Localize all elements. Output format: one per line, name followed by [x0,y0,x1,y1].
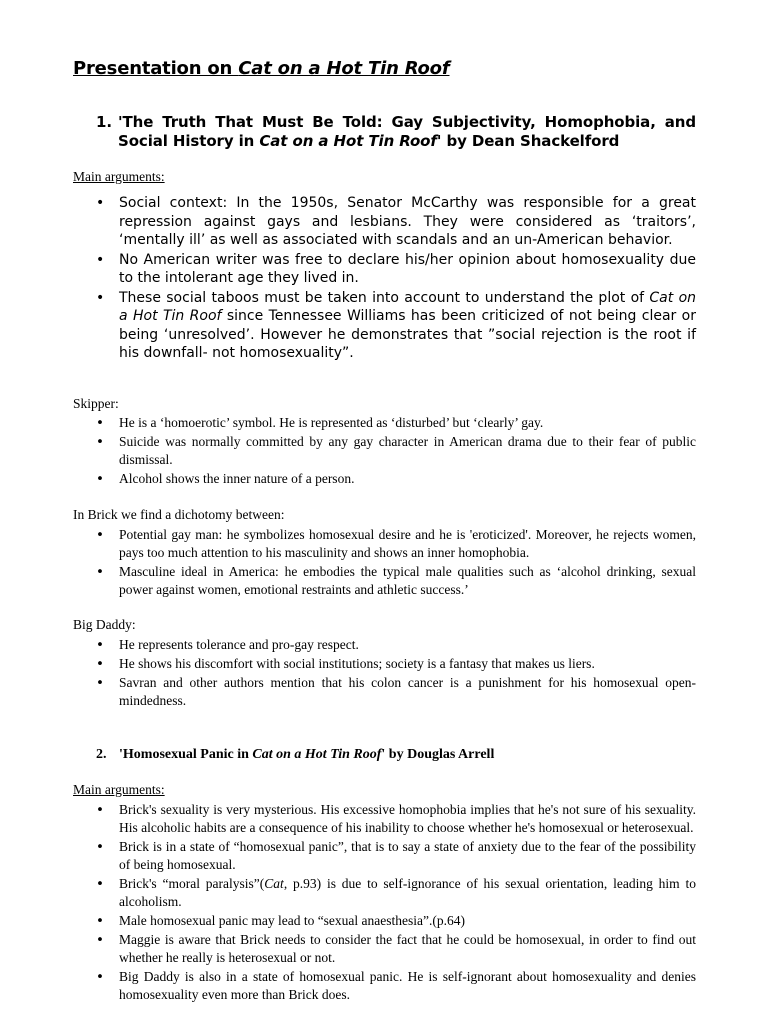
list-item-text: These social taboos must be taken into account to understand the plot of [119,289,650,306]
list-item-text: Masculine ideal in America: he embodies the typical male qualities such as ‘alcohol drinking, sexual power against women, emotional restraints and athletic success.’ [119,564,696,597]
section1-heading-work: Cat on a Hot Tin Roof [259,132,437,150]
bullet: • [96,913,104,929]
section1-main-label: Main arguments: [73,169,165,184]
list-item [96,931,696,967]
bullet: • [96,564,104,580]
list-item [96,801,696,837]
title-prefix: Presentation on [73,58,239,79]
title-work: Cat on a Hot Tin Roof [238,58,450,79]
bullet: • [96,251,105,268]
list-item-text: Brick's sexuality is very mysterious. His excessive homophobia implies that he's not sure of his sexuality. His alcoholic habits are a consequence of his inability to choose whether he's homosexual or heterosexual. [119,802,696,835]
list-item-text: since Tennessee Williams has been criticized of not being clear or being ‘unresolved’. However he demonstrates that ”social rejection is the root if his downfall- not homosexuality”. [119,308,696,361]
section1-heading-part-a: 'The Truth That Must Be Told: Gay Subjectivity, Homophobia, and Social History in [118,113,696,150]
bullet: • [96,802,104,818]
list-item [96,414,696,432]
bullet: • [96,969,104,985]
brick-list [96,526,696,600]
list-item-text: Brick's “moral paralysis”( [119,876,265,891]
bullet: • [96,675,104,691]
bullet: • [96,637,104,653]
bullet: • [96,415,104,431]
section2-heading [96,747,494,763]
list-item [96,968,696,1004]
list-item-text: He represents tolerance and pro-gay respect. [119,637,359,652]
bullet: • [96,434,104,450]
list-item-text: He is a ‘homoerotic’ symbol. He is represented as ‘disturbed’ but ‘clearly’ gay. [119,415,544,430]
list-item [96,563,696,599]
list-item-text: Savran and other authors mention that his colon cancer is a punishment for his homosexual open-mindedness. [119,675,696,708]
list-item-text: Alcohol shows the inner nature of a person. [119,471,355,486]
page-title [73,58,449,79]
list-item [96,194,696,250]
section1-main-list [96,194,696,364]
section2-main-list [96,801,696,1005]
bigdaddy-list [96,636,696,711]
list-item [96,433,696,469]
list-item-text: Big Daddy is also in a state of homosexual panic. He is self-ignorant about homosexuality and denies homosexuality even more than Brick does. [119,969,696,1002]
list-item [96,838,696,874]
bullet: • [96,527,104,543]
section2-heading-part-a: 'Homosexual Panic in [119,747,253,762]
list-item-text: Social context: In the 1950s, Senator McCarthy was responsible for a great repression against gays and lesbians. They were considered as ‘traitors’, ‘mentally ill’ as well as associated with scandals and an un-American behavior. [119,195,696,248]
list-item [96,526,696,562]
bullet: • [96,289,105,306]
section1-heading-part-b: ' by Dean Shackelford [436,132,620,150]
list-item [96,470,696,488]
list-item-text: No American writer was free to declare his/her opinion about homosexuality due to the intolerant age they lived in. [119,251,696,286]
section2-heading-work: Cat on a Hot Tin Roof [252,747,382,762]
list-item [96,636,696,654]
list-item-text: Male homosexual panic may lead to “sexual anaesthesia”.(p.64) [119,913,465,928]
section2-number: 2. [96,747,107,762]
bullet: • [96,195,105,211]
bullet: • [96,932,104,948]
list-item [96,655,696,673]
list-item-text: He shows his discomfort with social institutions; society is a fantasy that makes us liers. [119,656,595,671]
skipper-list [96,414,696,489]
list-item [96,912,696,930]
bullet: • [96,471,104,487]
list-item-text: , p.93) is due to self-ignorance of his sexual orientation, leading him to alcoholism. [119,876,696,909]
section1-number: 1. [96,113,112,131]
bullet: • [96,839,104,855]
skipper-label: Skipper: [73,396,119,411]
list-item-text: Maggie is aware that Brick needs to consider the fact that he could be homosexual, in order to find out whether he really is heterosexual or not. [119,932,696,965]
section1-heading [96,113,696,151]
brick-label: In Brick we find a dichotomy between: [73,507,285,522]
list-item-text: Suicide was normally committed by any gay character in American drama due to their fear of public dismissal. [119,434,696,467]
list-item-work: Cat [264,876,284,891]
list-item-text: Brick is in a state of “homosexual panic”, that is to say a state of anxiety due to the fear of the possibility of being homosexual. [119,839,696,872]
section2-heading-part-b: ' by Douglas Arrell [381,747,495,762]
list-item-text: Potential gay man: he symbolizes homosexual desire and he is 'eroticized'. Moreover, he rejects women, pays too much attention to his masculinity and shows an inner homophobia. [119,527,696,560]
list-item-work: Cat on a Hot Tin Roof [119,289,697,324]
list-item [96,251,696,288]
bigdaddy-label: Big Daddy: [73,617,136,632]
bullet: • [96,656,104,672]
list-item [96,875,696,911]
bullet: • [96,876,104,892]
list-item [96,674,696,710]
list-item [96,289,696,363]
section2-main-label: Main arguments: [73,782,165,797]
